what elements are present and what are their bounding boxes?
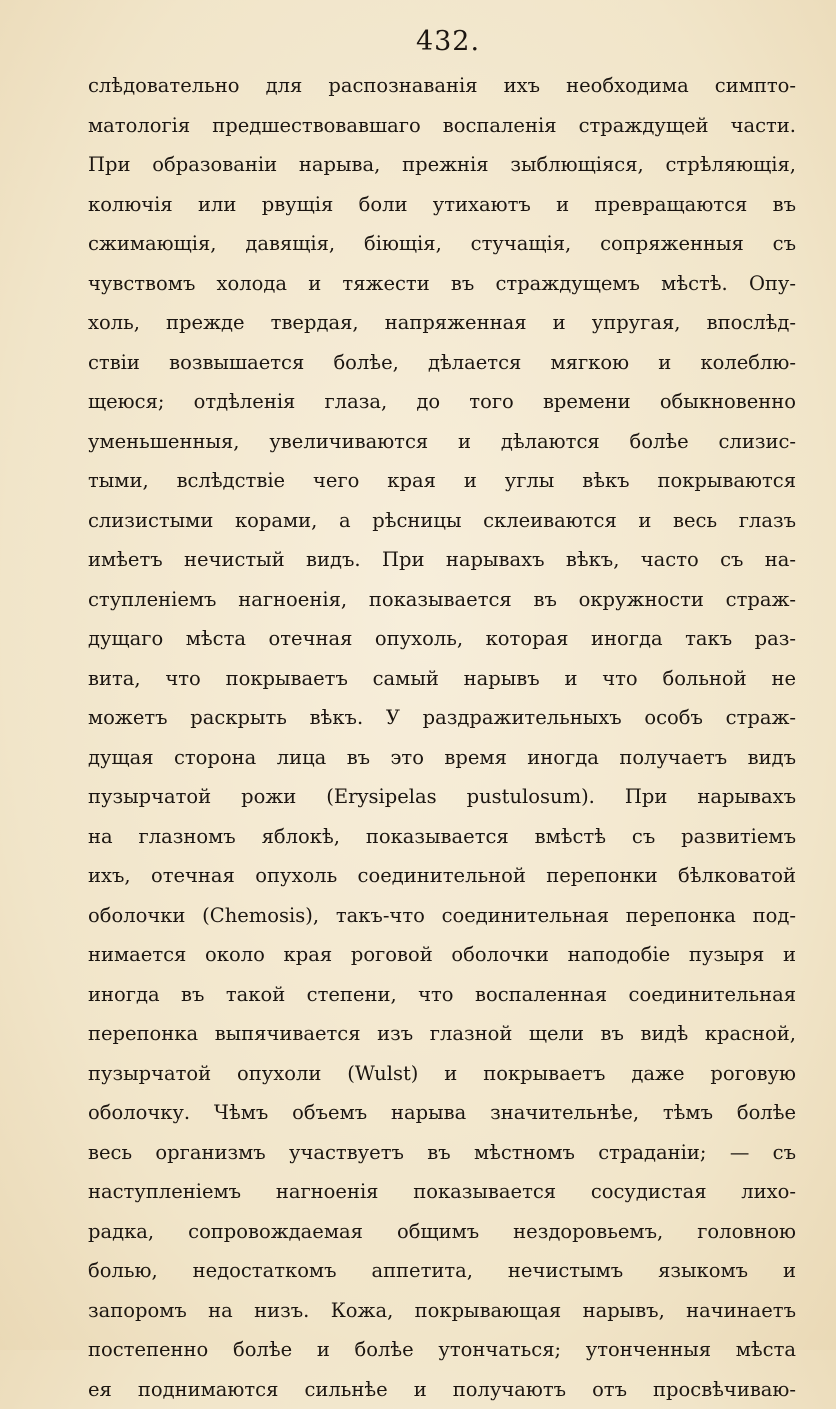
text-line: пузырчатой опухоли (Wulst) и покрываетъ даже роговую <box>88 1054 796 1094</box>
text-line: оболочку. Чѣмъ объемъ нарыва значительнѣе, тѣмъ болѣе <box>88 1093 796 1133</box>
text-line: весь организмъ участвуетъ въ мѣстномъ страданіи; — съ <box>88 1133 796 1173</box>
text-line: вита, что покрываетъ самый нарывъ и что больной не <box>88 659 796 699</box>
text-line: пузырчатой рожи (Erysipelas pustulosum). При нарывахъ <box>88 777 796 817</box>
text-line: радка, сопровождаемая общимъ нездоровьемъ, головною <box>88 1212 796 1252</box>
text-line: слизистыми корами, а рѣсницы склеиваются и весь глазъ <box>88 501 796 541</box>
text-line: дущаго мѣста отечная опухоль, которая иногда такъ раз- <box>88 619 796 659</box>
body-text <box>88 66 796 1409</box>
text-line: холь, прежде твердая, напряженная и упругая, впослѣд- <box>88 303 796 343</box>
text-line: чувствомъ холода и тяжести въ страждущемъ мѣстѣ. Опу- <box>88 264 796 304</box>
text-line: запоромъ на низъ. Кожа, покрывающая нарывъ, начинаетъ <box>88 1291 796 1331</box>
text-line: уменьшенныя, увеличиваются и дѣлаются болѣе слизис- <box>88 422 796 462</box>
text-line: матологія предшествовавшаго воспаленія страждущей части. <box>88 106 796 146</box>
text-line: слѣдовательно для распознаванія ихъ необходима симпто- <box>88 66 796 106</box>
text-line: болью, недостаткомъ аппетита, нечистымъ языкомъ и <box>88 1251 796 1291</box>
text-line: наступленіемъ нагноенія показывается сосудистая лихо- <box>88 1172 796 1212</box>
text-line: щеюся; отдѣленія глаза, до того времени обыкновенно <box>88 382 796 422</box>
text-line: имѣетъ нечистый видъ. При нарывахъ вѣкъ, часто съ на- <box>88 540 796 580</box>
text-line: колючія или рвущія боли утихаютъ и превращаются въ <box>88 185 796 225</box>
text-line: перепонка выпячивается изъ глазной щели въ видѣ красной, <box>88 1014 796 1054</box>
text-line: ихъ, отечная опухоль соединительной перепонки бѣлковатой <box>88 856 796 896</box>
text-line: иногда въ такой степени, что воспаленная соединительная <box>88 975 796 1015</box>
text-line: постепенно болѣе и болѣе утончаться; утонченныя мѣста <box>88 1330 796 1370</box>
text-line: ствіи возвышается болѣе, дѣлается мягкою и колеблю- <box>88 343 796 383</box>
page-number: 432. <box>88 26 796 66</box>
text-line: оболочки (Chemosis), такъ-что соединительная перепонка под- <box>88 896 796 936</box>
text-line: можетъ раскрыть вѣкъ. У раздражительныхъ особъ страж- <box>88 698 796 738</box>
text-line: тыми, вслѣдствіе чего края и углы вѣкъ покрываются <box>88 461 796 501</box>
text-line: дущая сторона лица въ это время иногда получаетъ видъ <box>88 738 796 778</box>
text-line: на глазномъ яблокѣ, показывается вмѣстѣ съ развитіемъ <box>88 817 796 857</box>
text-line: нимается около края роговой оболочки наподобіе пузыря и <box>88 935 796 975</box>
text-line: ступленіемъ нагноенія, показывается въ окружности страж- <box>88 580 796 620</box>
text-line: ея поднимаются сильнѣе и получаютъ отъ просвѣчиваю- <box>88 1370 796 1409</box>
text-line: сжимающія, давящія, біющія, стучащія, сопряженныя съ <box>88 224 796 264</box>
text-line: При образованіи нарыва, прежнія зыблющіяся, стрѣляющія, <box>88 145 796 185</box>
